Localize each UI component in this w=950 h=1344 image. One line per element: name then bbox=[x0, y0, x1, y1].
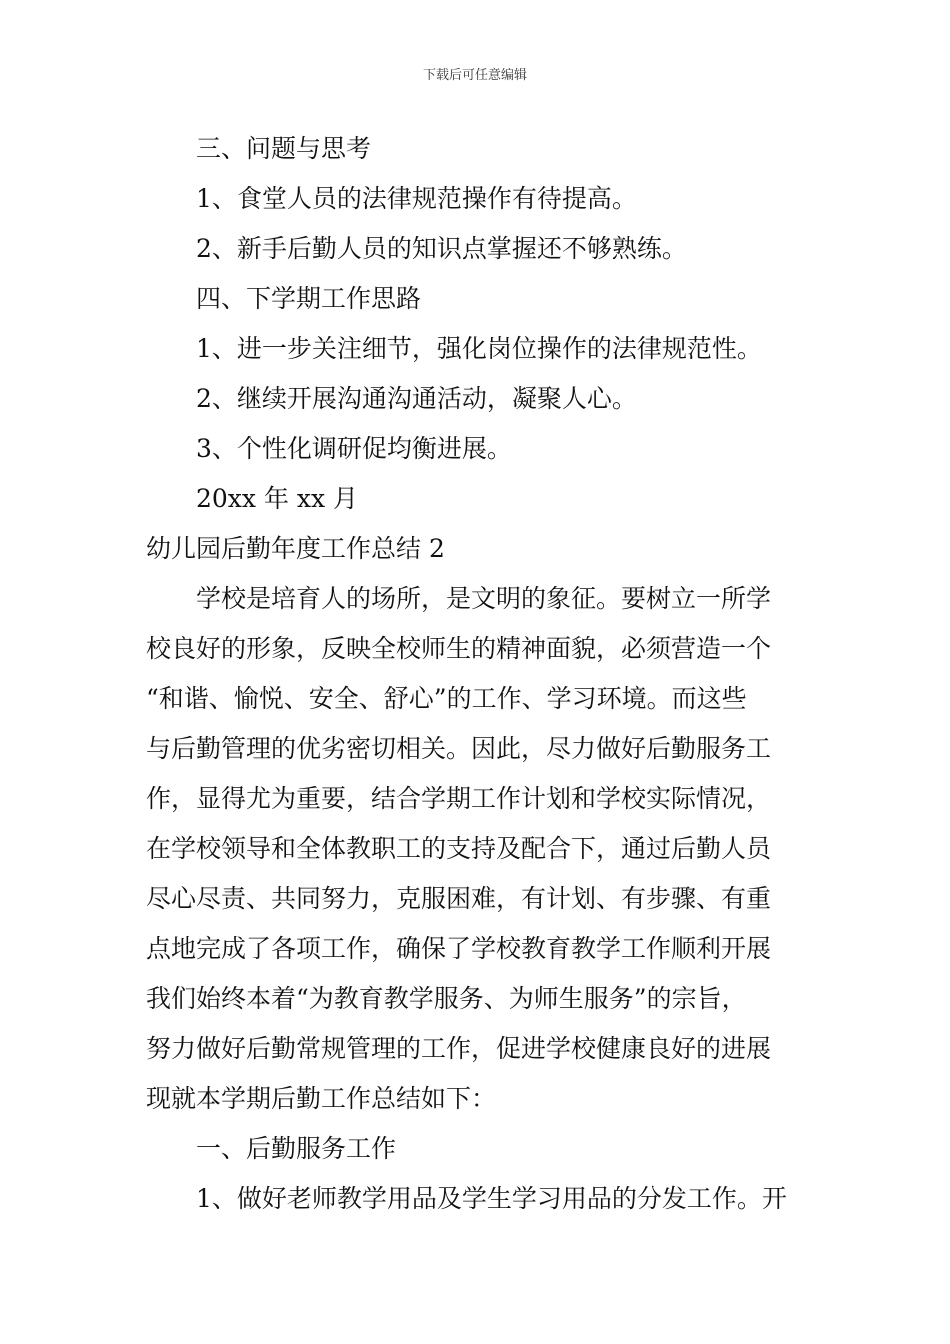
paragraph-line: 学校是培育人的场所，是文明的象征。要树立一所学 bbox=[196, 584, 772, 613]
paragraph-line: 作，显得尤为重要，结合学期工作计划和学校实际情况， bbox=[146, 784, 772, 813]
section1-heading: 一、后勤服务工作 bbox=[196, 1134, 397, 1163]
paragraph-line: 尽心尽责、共同努力，克服困难，有计划、有步骤、有重 bbox=[146, 884, 772, 913]
document-title: 幼儿园后勤年度工作总结 2 bbox=[146, 534, 445, 563]
section4-item-1: 1、进一步关注细节，强化岗位操作的法律规范性。 bbox=[196, 334, 762, 363]
section4-heading: 四、下学期工作思路 bbox=[196, 284, 422, 313]
section4-item-2: 2、继续开展沟通沟通活动，凝聚人心。 bbox=[196, 384, 637, 413]
section1-item-1: 1、做好老师教学用品及学生学习用品的分发工作。开 bbox=[196, 1184, 787, 1213]
section3-item-1: 1、食堂人员的法律规范操作有待提高。 bbox=[196, 184, 637, 213]
paragraph-line: 现就本学期后勤工作总结如下： bbox=[146, 1084, 497, 1113]
paragraph-line: 与后勤管理的优劣密切相关。因此，尽力做好后勤服务工 bbox=[146, 734, 772, 763]
section3-heading: 三、问题与思考 bbox=[196, 134, 372, 163]
paragraph-line: 点地完成了各项工作，确保了学校教育教学工作顺利开展 bbox=[146, 934, 772, 963]
paragraph-line: “和谐、愉悦、安全、舒心”的工作、学习环境。而这些 bbox=[146, 684, 747, 713]
section4-item-3: 3、个性化调研促均衡进展。 bbox=[196, 434, 512, 463]
document-date: 20xx 年 xx 月 bbox=[196, 484, 359, 513]
paragraph-line: 我们始终本着“为教育教学服务、为师生服务”的宗旨， bbox=[146, 984, 747, 1013]
paragraph-line: 校良好的形象，反映全校师生的精神面貌，必须营造一个 bbox=[146, 634, 772, 663]
paragraph-line: 努力做好后勤常规管理的工作，促进学校健康良好的进展 bbox=[146, 1034, 772, 1063]
page-header-note: 下载后可任意编辑 bbox=[422, 68, 527, 83]
paragraph-line: 在学校领导和全体教职工的支持及配合下，通过后勤人员 bbox=[146, 834, 772, 863]
section3-item-2: 2、新手后勤人员的知识点掌握还不够熟练。 bbox=[196, 234, 687, 263]
